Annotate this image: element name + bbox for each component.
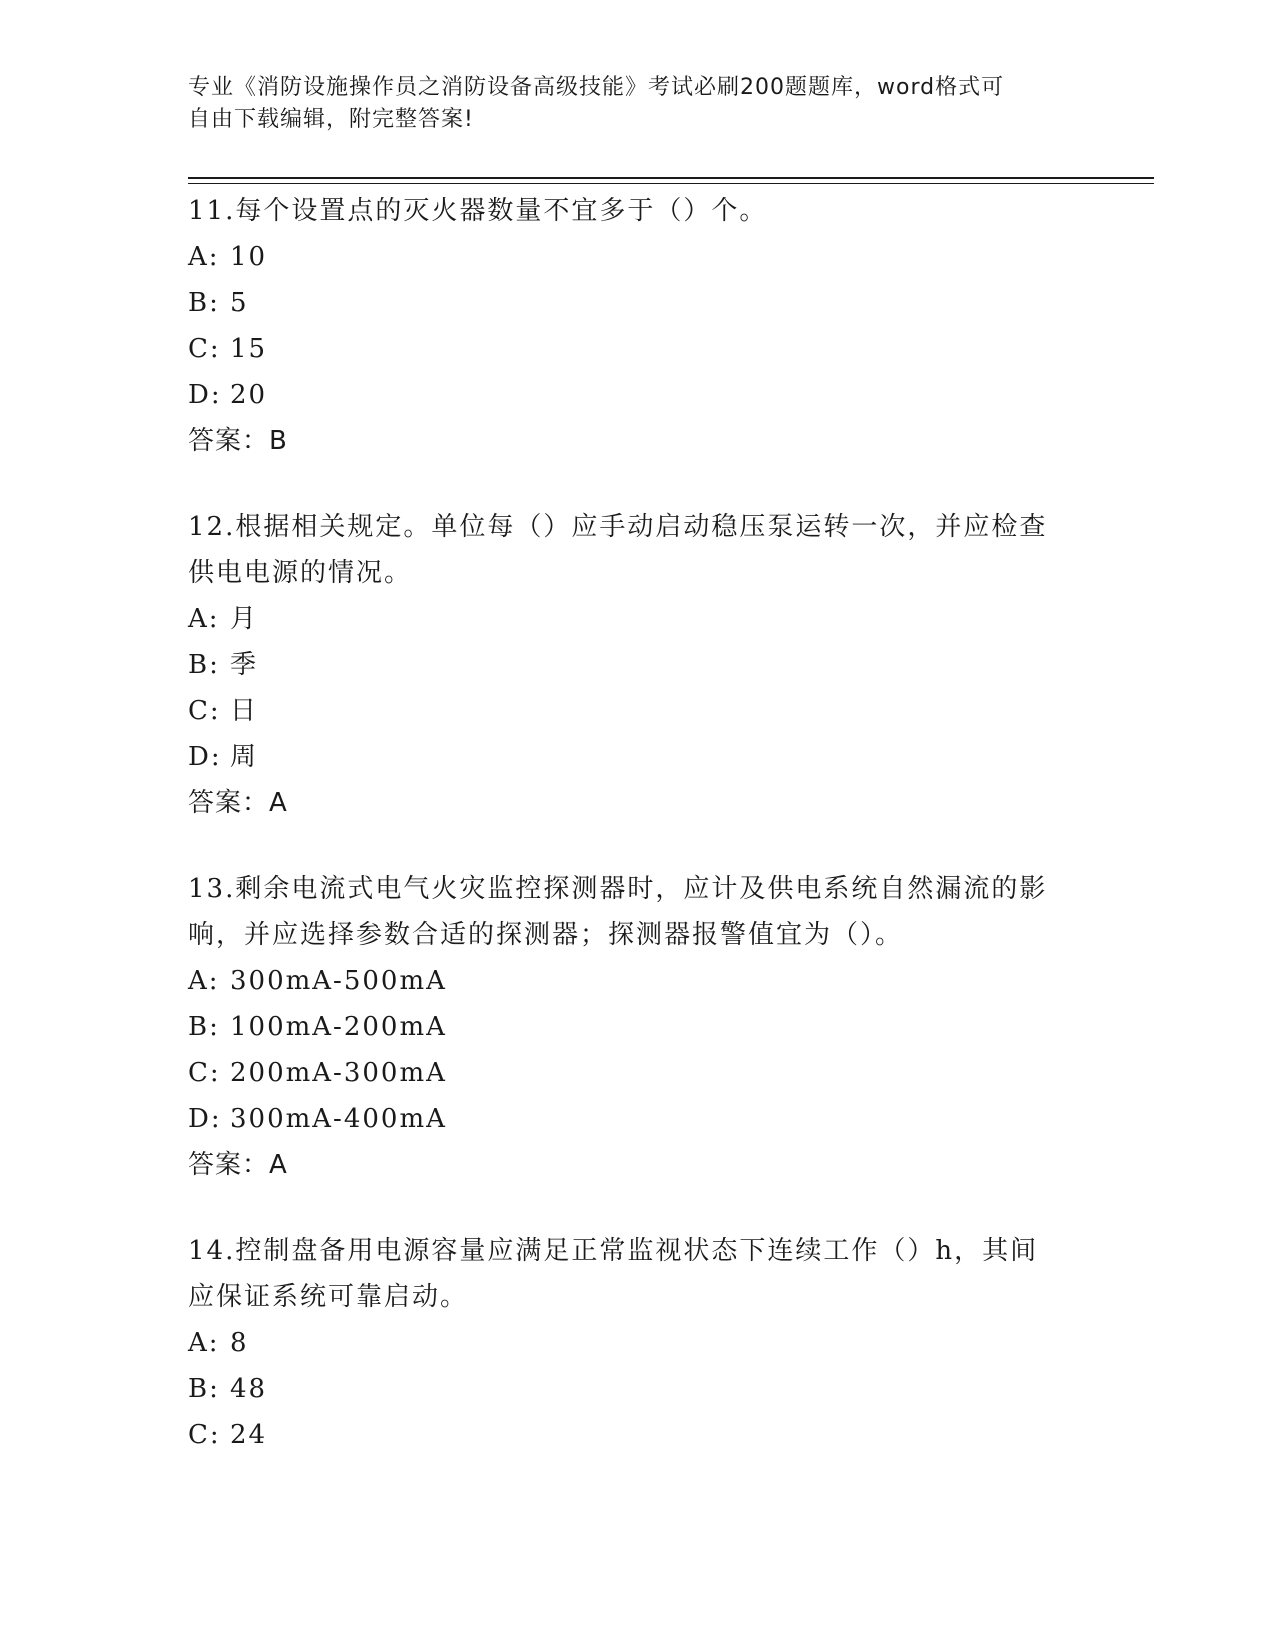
- option-value: 8: [230, 1328, 249, 1358]
- option-label: B:: [188, 288, 220, 318]
- question-stem: 13.剩余电流式电气火灾监控探测器时，应计及供电系统自然漏流的影: [188, 874, 1048, 904]
- option-value: 24: [230, 1420, 268, 1450]
- option-value: 10: [230, 242, 268, 272]
- option-value: 月: [230, 604, 259, 634]
- option-label: D:: [188, 380, 222, 410]
- option-value: 100mA-200mA: [230, 1012, 447, 1042]
- option-b: [188, 642, 1088, 688]
- option-b: [188, 1366, 1088, 1412]
- question-stem: 应保证系统可靠启动。: [188, 1282, 469, 1312]
- question-list: [188, 188, 1088, 1498]
- option-label: B:: [188, 1012, 220, 1042]
- answer-line: 答案：A: [188, 788, 288, 818]
- option-label: A:: [188, 242, 220, 272]
- option-d: [188, 1096, 1088, 1142]
- question-stem: 11.每个设置点的灭火器数量不宜多于（）个。: [188, 196, 768, 226]
- option-label: A:: [188, 604, 220, 634]
- question-stem: 14.控制盘备用电源容量应满足正常监视状态下连续工作（）h，其间: [188, 1236, 1039, 1266]
- option-label: B:: [188, 1374, 220, 1404]
- option-value: 季: [230, 650, 259, 680]
- option-label: C:: [188, 696, 221, 726]
- option-label: B:: [188, 650, 220, 680]
- option-label: D:: [188, 1104, 222, 1134]
- option-label: C:: [188, 334, 221, 364]
- header-divider: [188, 183, 1154, 184]
- question-stem: 12.根据相关规定。单位每（）应手动启动稳压泵运转一次，并应检查: [188, 512, 1048, 542]
- option-d: [188, 372, 1088, 418]
- answer-line: 答案：A: [188, 1150, 288, 1180]
- option-label: C:: [188, 1058, 221, 1088]
- option-value: 200mA-300mA: [230, 1058, 447, 1088]
- question-item: [188, 504, 1088, 826]
- option-a: [188, 596, 1088, 642]
- option-value: 5: [230, 288, 249, 318]
- question-stem: 响，并应选择参数合适的探测器；探测器报警值宜为（）。: [188, 920, 904, 950]
- option-label: D:: [188, 742, 222, 772]
- option-label: A:: [188, 966, 220, 996]
- header-title-line: 自由下载编辑，附完整答案!: [188, 107, 474, 132]
- option-value: 48: [230, 1374, 268, 1404]
- option-c: [188, 1412, 1088, 1458]
- option-c: [188, 1050, 1088, 1096]
- option-d: [188, 734, 1088, 780]
- option-value: 周: [230, 742, 259, 772]
- option-value: 日: [230, 696, 259, 726]
- question-item: [188, 1228, 1088, 1458]
- question-item: [188, 866, 1088, 1188]
- option-label: C:: [188, 1420, 221, 1450]
- option-value: 300mA-400mA: [230, 1104, 447, 1134]
- option-label: A:: [188, 1328, 220, 1358]
- answer-line: 答案：B: [188, 426, 288, 456]
- option-b: [188, 280, 1088, 326]
- document-header: [188, 72, 1068, 136]
- option-a: [188, 234, 1088, 280]
- option-a: [188, 1320, 1088, 1366]
- option-a: [188, 958, 1088, 1004]
- header-divider: [188, 177, 1154, 179]
- option-c: [188, 688, 1088, 734]
- question-item: [188, 188, 1088, 464]
- header-title-line: 专业《消防设施操作员之消防设备高级技能》考试必刷200题题库，word格式可: [188, 75, 1005, 100]
- question-stem: 供电电源的情况。: [188, 558, 413, 588]
- option-value: 15: [230, 334, 268, 364]
- option-c: [188, 326, 1088, 372]
- option-b: [188, 1004, 1088, 1050]
- option-value: 20: [230, 380, 268, 410]
- option-value: 300mA-500mA: [230, 966, 447, 996]
